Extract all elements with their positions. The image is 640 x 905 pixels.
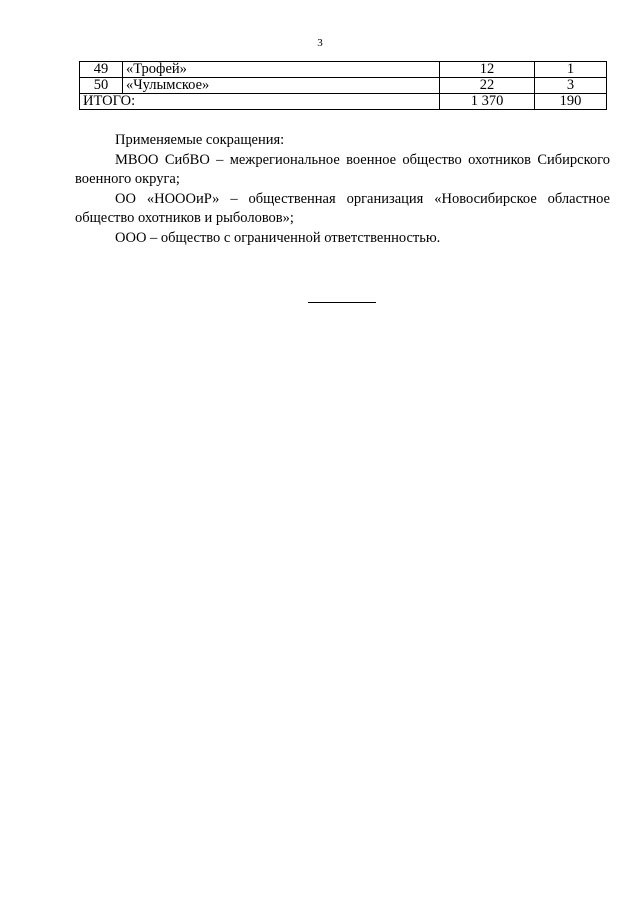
end-of-document-rule: [308, 302, 376, 303]
table-row: [80, 78, 607, 94]
abbreviation-item: ОО «НОООиР» – общественная организация «Новосибирское областное общество охотников и рыболовов»;: [75, 190, 610, 226]
row-number: 50: [80, 78, 123, 94]
table-row: [80, 62, 607, 78]
abbreviation-item: ООО – общество с ограниченной ответственностью.: [115, 229, 441, 246]
row-name: «Трофей»: [123, 62, 440, 78]
row-number: 49: [80, 62, 123, 78]
row-value-a: 22: [440, 78, 535, 94]
row-name: «Чулымское»: [123, 78, 440, 94]
abbreviations-section: [75, 131, 610, 248]
total-row: [80, 94, 607, 110]
total-label: ИТОГО:: [80, 94, 440, 110]
page-number: 3: [317, 37, 323, 49]
abbreviations-heading: Применяемые сокращения:: [115, 132, 285, 148]
row-value-a: 12: [440, 62, 535, 78]
row-value-b: 3: [535, 78, 607, 94]
hunting-grounds-table: [79, 61, 607, 110]
total-value-a: 1 370: [440, 94, 535, 110]
row-value-b: 1: [535, 62, 607, 78]
abbreviation-item: МВОО СибВО – межрегиональное военное общество охотников Сибирского военного округа;: [75, 151, 610, 187]
total-value-b: 190: [535, 94, 607, 110]
